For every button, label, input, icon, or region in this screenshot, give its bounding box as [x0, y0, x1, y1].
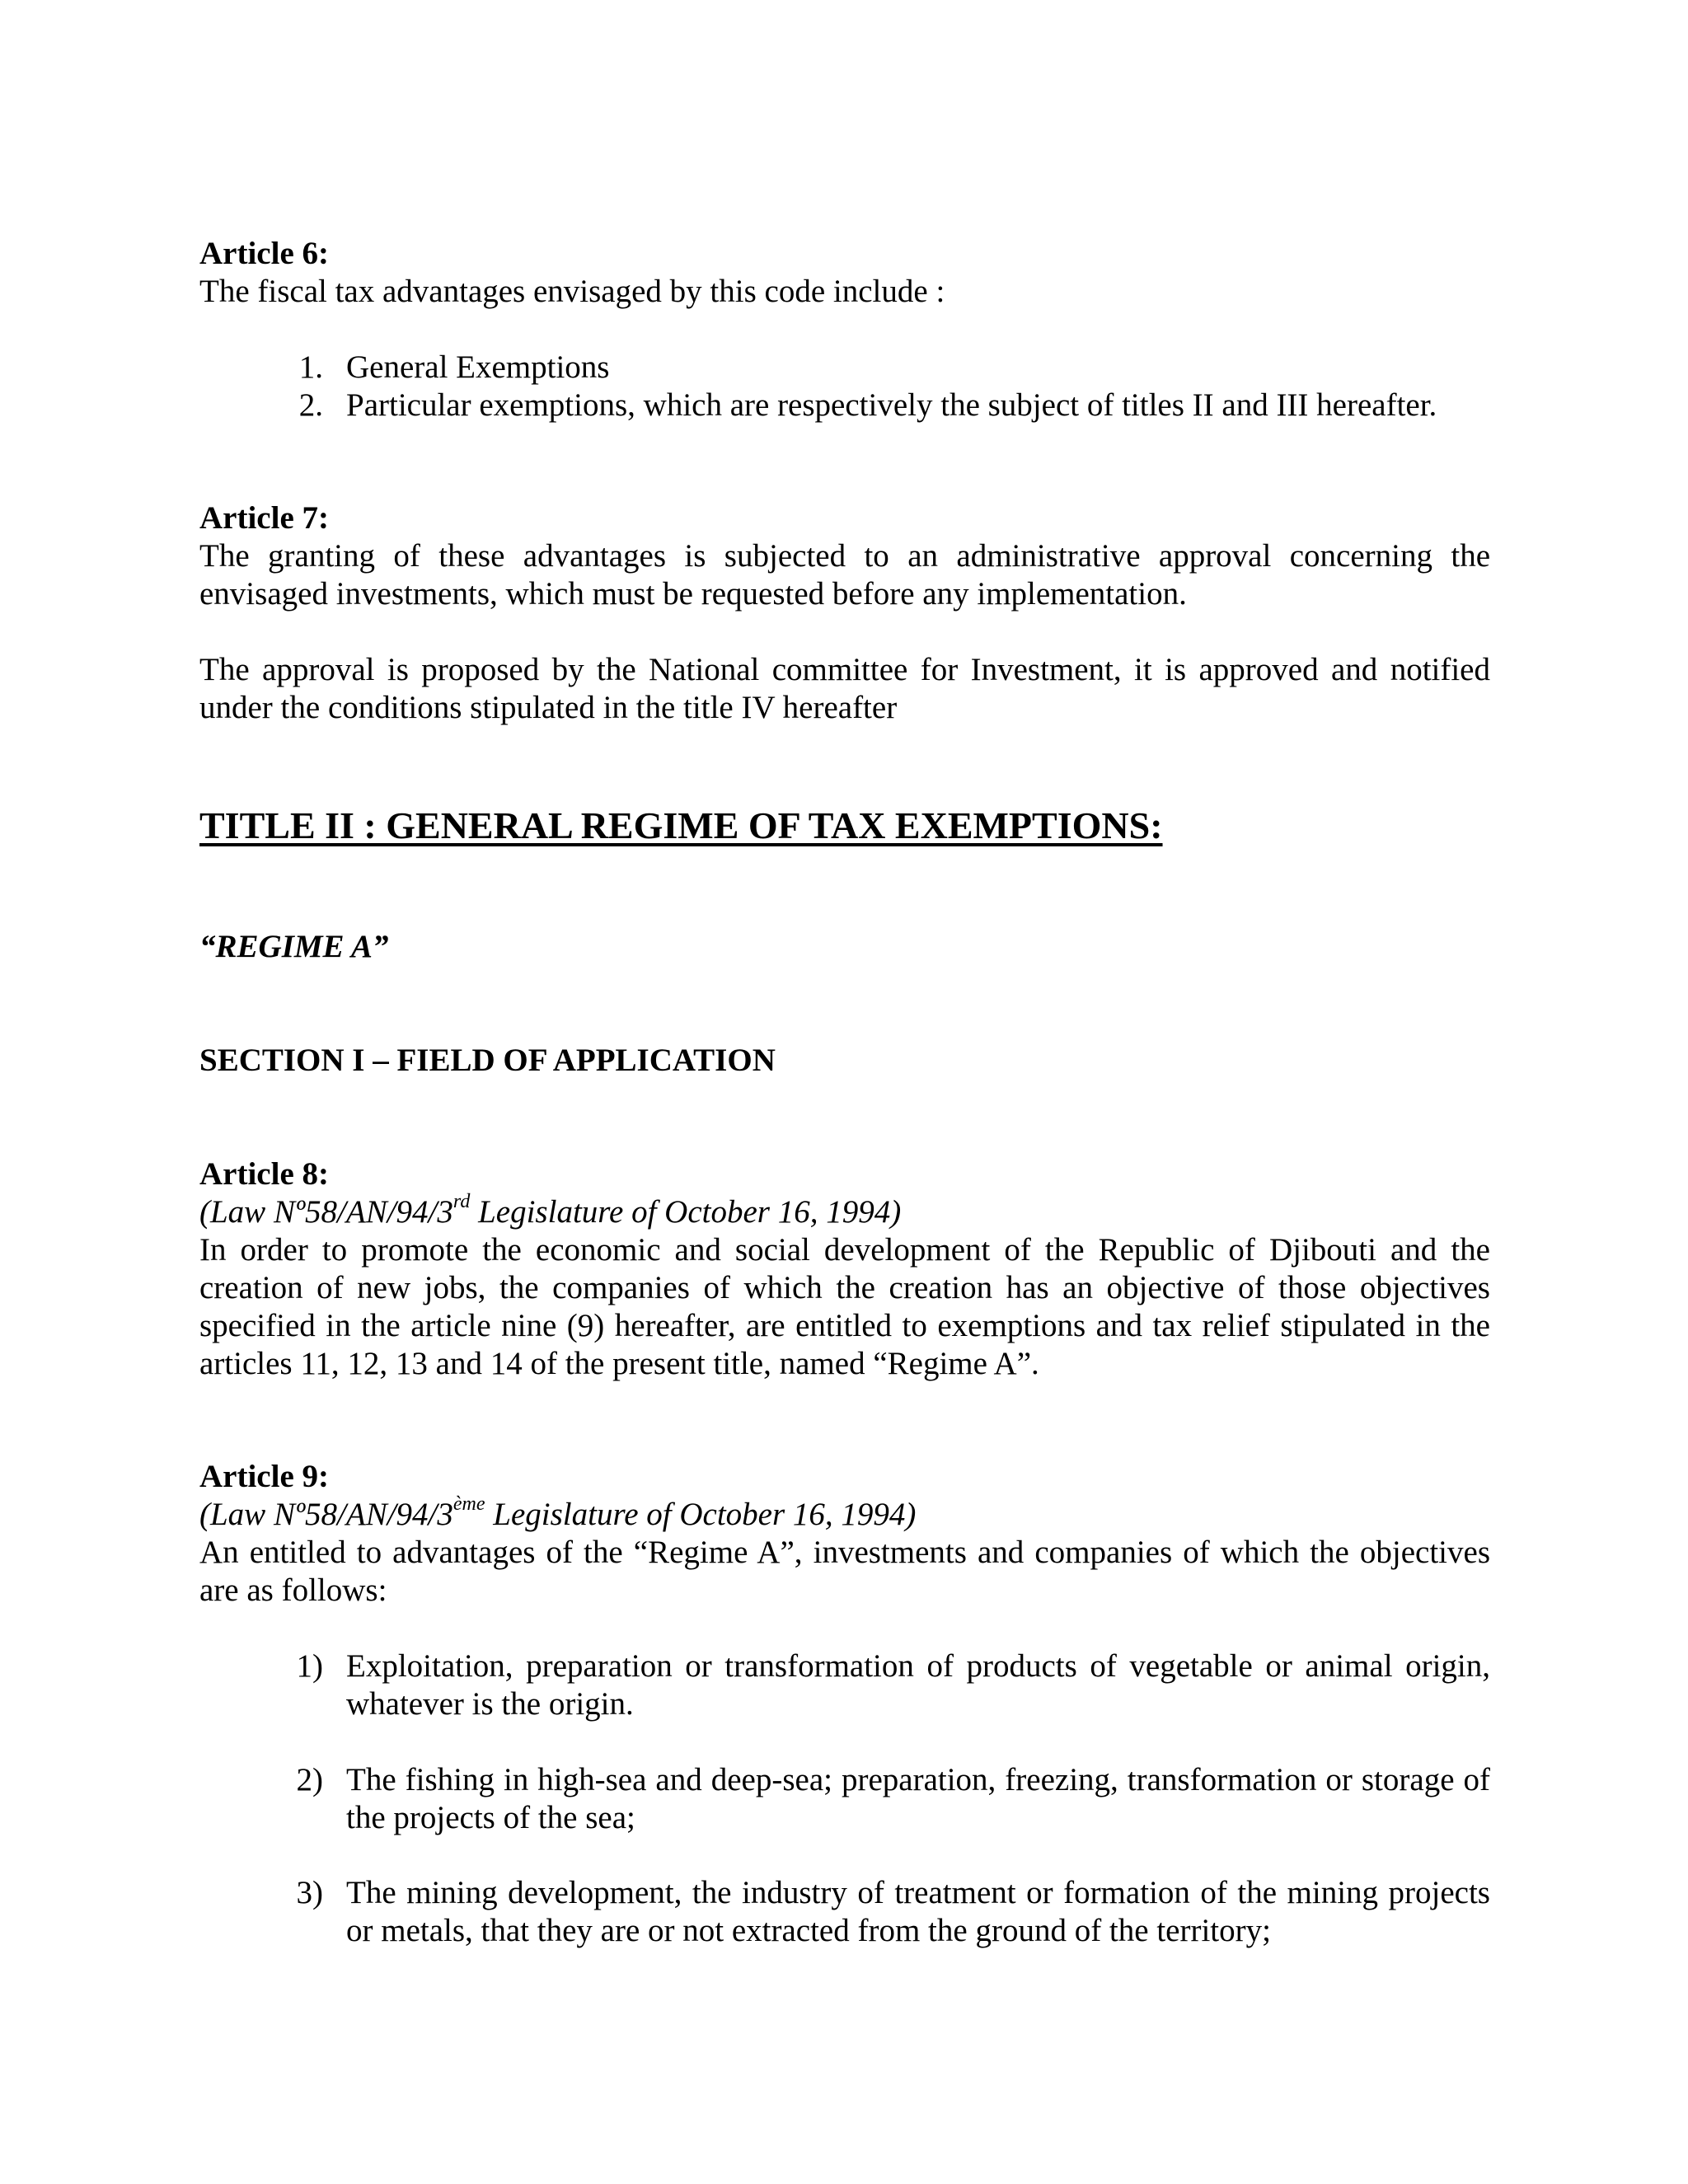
section-i-heading: SECTION I – FIELD OF APPLICATION — [199, 1043, 776, 1078]
list-text: Exploitation, preparation or transformation of products of vegetable or animal origin, whatever is the origin. — [346, 1648, 1490, 1722]
law-reference-text: (Law Nº58/AN/94/3 — [199, 1194, 453, 1230]
article-9-law-reference — [199, 1493, 1490, 1534]
law-reference-text: Legislature of October 16, 1994) — [485, 1497, 917, 1532]
law-reference-text: (Law Nº58/AN/94/3 — [199, 1497, 453, 1532]
law-reference-text: Legislature of October 16, 1994) — [470, 1194, 902, 1230]
article-6-heading: Article 6: — [199, 236, 329, 271]
law-reference-superscript: rd — [452, 1191, 471, 1212]
article-8-law-reference — [199, 1193, 1490, 1231]
article-7-paragraph-2: The approval is proposed by the National committee for Investment, it is approved and notified under the conditions stipulated in the title IV hereafter — [199, 652, 1490, 725]
list-text: The fishing in high-sea and deep-sea; preparation, freezing, transformation or storage of the projects of the sea; — [346, 1762, 1490, 1835]
article-9-heading: Article 9: — [199, 1459, 329, 1494]
article-8-heading: Article 8: — [199, 1156, 329, 1192]
law-reference-superscript: ème — [452, 1493, 485, 1515]
list-number: 1. — [298, 349, 323, 385]
article-6-intro: The fiscal tax advantages envisaged by this code include : — [199, 274, 945, 309]
title-ii-heading: TITLE II : GENERAL REGIME OF TAX EXEMPTIONS: — [199, 804, 1163, 846]
list-number: 2. — [298, 387, 323, 423]
list-text: The mining development, the industry of treatment or formation of the mining projects or metals, that they are or not extracted from the ground of the territory; — [346, 1875, 1490, 1948]
list-text: Particular exemptions, which are respectively the subject of titles II and III hereafter. — [346, 387, 1437, 423]
list-number: 1) — [296, 1648, 323, 1684]
regime-a-heading: “REGIME A” — [199, 929, 389, 964]
list-text: General Exemptions — [346, 349, 610, 385]
article-9-body: An entitled to advantages of the “Regime A”, investments and companies of which the objectives are as follows: — [199, 1535, 1490, 1608]
list-number: 2) — [296, 1762, 323, 1797]
list-number: 3) — [296, 1875, 323, 1910]
article-7-paragraph-1: The granting of these advantages is subjected to an administrative approval concerning the envisaged investments, which must be requested before any implementation. — [199, 538, 1490, 612]
article-7-heading: Article 7: — [199, 500, 329, 536]
article-8-body: In order to promote the economic and social development of the Republic of Djibouti and the creation of new jobs, the companies of which the creation has an objective of those objectives specified in the article nine (9) hereafter, are entitled to exemptions and tax relief stipulated in the articles 11, 12, 13 and 14 of the present title, named “Regime A”. — [199, 1232, 1490, 1381]
